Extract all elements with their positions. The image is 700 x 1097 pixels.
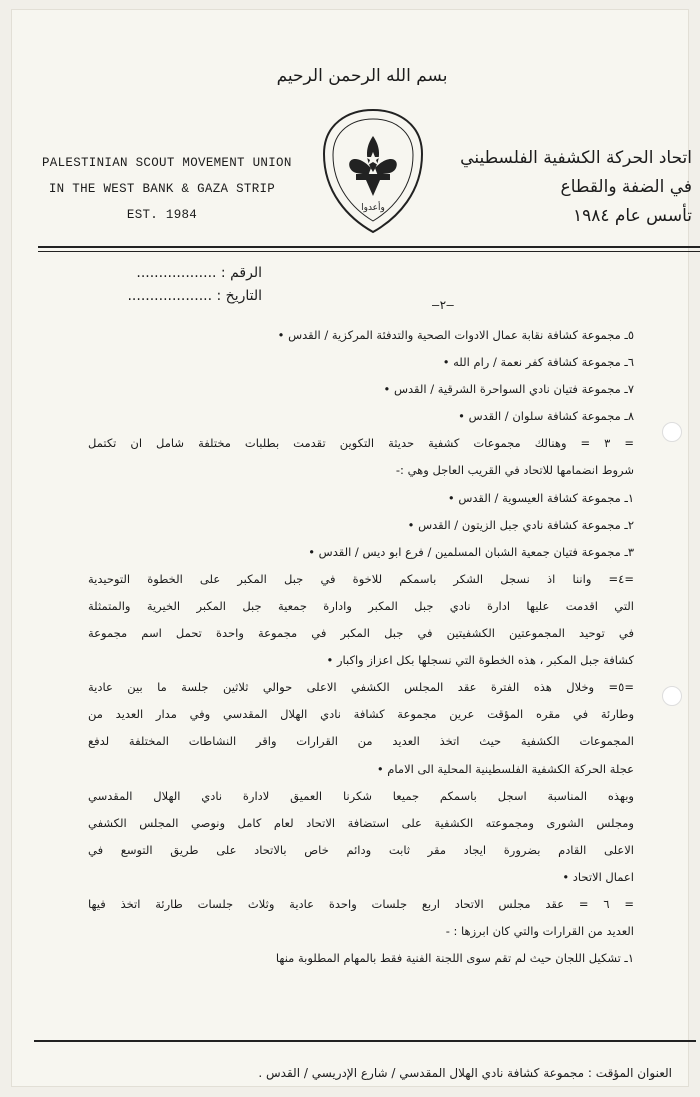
letter-body bbox=[88, 322, 634, 972]
header-english bbox=[42, 150, 292, 228]
body-line: ٨ـ مجموعة كشافة سلوان / القدس • bbox=[458, 409, 634, 424]
body-line: =٤= واننا اذ نسجل الشكر باسمكم للاخوة في جبل المكبر على الخطوة التوحيدية bbox=[88, 571, 634, 586]
body-line: عجلة الحركة الكشفية الفلسطينية المحلية الى الامام • bbox=[376, 761, 634, 776]
reference-date: التاريخ : ................... bbox=[127, 288, 262, 304]
body-line: في توحيد المجموعتين الكشفيتين في جبل المكبر في مجموعة واحدة تحمل اسم مجموعة bbox=[88, 626, 634, 641]
header-divider bbox=[38, 246, 700, 248]
body-line: كشافة جبل المكبر ، هذه الخطوة التي نسجلها بكل اعزاز واكبار • bbox=[326, 653, 634, 668]
body-line: العديد من القرارات والتي كان ابرزها : - bbox=[445, 924, 634, 939]
header-arabic bbox=[462, 144, 692, 231]
footer-address: العنوان المؤقت : مجموعة كشافة نادي الهلال المقدسي / شارع الإدريسي / القدس . bbox=[258, 1066, 672, 1080]
body-line: ١ـ تشكيل اللجان حيث لم تقم سوى اللجنة الفنية فقط بالمهام المطلوبة منها bbox=[275, 951, 634, 966]
header-divider-thin bbox=[38, 251, 700, 252]
body-line: ١ـ مجموعة كشافة العيسوية / القدس • bbox=[447, 490, 634, 505]
body-line: ٢ـ مجموعة كشافة نادي جبل الزيتون / القدس • bbox=[407, 517, 634, 532]
body-line: ومجلس الشورى ومجموعته الكشفية على استضافة الاتحاد لعام كامل ونوصي المجلس الكشفي bbox=[88, 815, 634, 830]
basmala-heading: بسم الله الرحمن الرحيم bbox=[276, 66, 448, 86]
footer-divider bbox=[34, 1040, 696, 1042]
body-line: وطارئة في مقره المؤقت عرين مجموعة كشافة نادي الهلال المقدسي وفي مدار العديد من bbox=[88, 707, 634, 722]
org-name-en: PALESTINIAN SCOUT MOVEMENT UNION bbox=[42, 156, 292, 170]
body-line: المجموعات الكشفية حيث اتخذ العديد من القرارات واقر النشاطات المختلفة لدفع bbox=[88, 734, 634, 749]
page-number: —٢— bbox=[432, 298, 454, 312]
established-ar: تأسس عام ١٩٨٤ bbox=[572, 206, 692, 226]
body-line: ٦ـ مجموعة كشافة كفر نعمة / رام الله • bbox=[442, 355, 634, 370]
body-line: = ٦ = عقد مجلس الاتحاد اربع جلسات واحدة عادية وثلاث جلسات طارئة اتخذ فيها bbox=[88, 896, 634, 911]
body-line: = ٣ = وهنالك مجموعات كشفية حديثة التكوين تقدمت بطلبات مختلفة شامل ان تكتمل bbox=[88, 436, 634, 451]
body-line: ٥ـ مجموعة كشافة نقابة عمال الادوات الصحية والتدفئة المركزية / القدس • bbox=[277, 328, 634, 342]
reference-block bbox=[72, 262, 262, 308]
org-name-ar: اتحاد الحركة الكشفية الفلسطيني bbox=[460, 148, 692, 168]
punch-hole bbox=[662, 686, 682, 706]
punch-hole bbox=[662, 422, 682, 442]
established-en: EST. 1984 bbox=[126, 208, 198, 222]
org-region-en: IN THE WEST BANK & GAZA STRIP bbox=[48, 182, 276, 196]
body-line: الاعلى القادم بضرورة ايجاد مقر ثابت ودائم خاص بالاتحاد على طريق التوسع في bbox=[88, 842, 634, 857]
org-region-ar: في الضفة والقطاع bbox=[560, 177, 692, 197]
body-line: ٧ـ مجموعة فتيان نادي السواحرة الشرقية / القدس • bbox=[383, 382, 634, 397]
reference-number: الرقم : .................. bbox=[136, 265, 262, 281]
emblem-motto: وأعدوا bbox=[361, 203, 385, 213]
body-line: شروط انضمامها للاتحاد في القريب العاجل وهي :- bbox=[395, 463, 634, 478]
scout-emblem-icon bbox=[318, 106, 428, 236]
body-line: وبهذه المناسبة اسجل باسمكم جميعا شكرنا العميق لادارة نادي الهلال المقدسي bbox=[88, 788, 634, 803]
body-line: =٥= وخلال هذه الفترة عقد المجلس الكشفي الاعلى حوالي ثلاثين جلسة ما بين عادية bbox=[88, 680, 634, 695]
body-line: التي اقدمت عليها ادارة نادي جبل المكبر وادارة جمعية جبل المكبر الخيرية والمتمثلة bbox=[88, 598, 634, 613]
body-line: اعمال الاتحاد • bbox=[562, 869, 634, 884]
body-line: ٣ـ مجموعة فتيان جمعية الشبان المسلمين / فرع ابو ديس / القدس • bbox=[308, 544, 634, 559]
letterhead-sheet bbox=[12, 10, 692, 1086]
